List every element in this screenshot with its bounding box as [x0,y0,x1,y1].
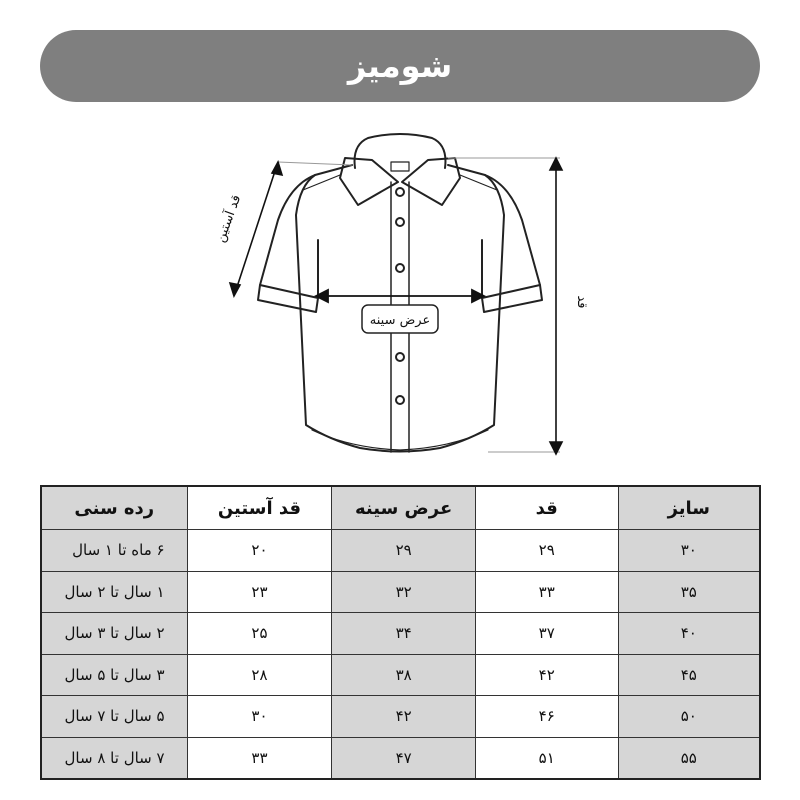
cell-age: ۱ سال تا ۲ سال [41,571,187,613]
cell-length: ۴۶ [475,696,618,738]
cell-length: ۳۷ [475,613,618,655]
cell-chest: ۴۷ [332,737,476,779]
size-table [40,485,761,780]
cell-sleeve: ۳۳ [187,737,332,779]
table-row [41,530,760,572]
cell-length: ۳۳ [475,571,618,613]
cell-size: ۴۰ [618,613,760,655]
size-table-wrapper [40,485,761,780]
sleeve-arrow [230,162,282,296]
cell-chest: ۳۸ [332,654,476,696]
cell-sleeve: ۲۳ [187,571,332,613]
table-row [41,737,760,779]
cell-age: ۷ سال تا ۸ سال [41,737,187,779]
chest-width-label: عرض سینه [369,313,431,328]
cell-sleeve: ۲۰ [187,530,332,572]
cell-age: ۶ ماه تا ۱ سال [41,530,187,572]
cell-size: ۴۵ [618,654,760,696]
cell-chest: ۴۲ [332,696,476,738]
table-header-row [41,486,760,530]
header-sleeve: قد آستین [187,486,332,530]
cell-age: ۵ سال تا ۷ سال [41,696,187,738]
header-age: رده سنی [41,486,187,530]
cell-size: ۵۵ [618,737,760,779]
cell-sleeve: ۲۵ [187,613,332,655]
shirt-icon [258,134,542,452]
cell-chest: ۳۴ [332,613,476,655]
cell-age: ۳ سال تا ۵ سال [41,654,187,696]
cell-size: ۳۵ [618,571,760,613]
cell-length: ۲۹ [475,530,618,572]
header-size: سایز [618,486,760,530]
header-chest: عرض سینه [332,486,476,530]
table-row [41,571,760,613]
cell-length: ۵۱ [475,737,618,779]
cell-size: ۵۰ [618,696,760,738]
chest-arrow [316,290,484,302]
cell-size: ۳۰ [618,530,760,572]
cell-chest: ۳۲ [332,571,476,613]
length-label: قد [574,295,589,309]
sleeve-length-label: قد آستین [213,193,245,245]
length-arrow [550,158,562,454]
table-row [41,654,760,696]
cell-age: ۲ سال تا ۳ سال [41,613,187,655]
cell-sleeve: ۲۸ [187,654,332,696]
table-row [41,696,760,738]
cell-chest: ۲۹ [332,530,476,572]
table-row [41,613,760,655]
cell-length: ۴۲ [475,654,618,696]
header-length: قد [475,486,618,530]
page-title: شومیز [347,47,453,85]
cell-sleeve: ۳۰ [187,696,332,738]
